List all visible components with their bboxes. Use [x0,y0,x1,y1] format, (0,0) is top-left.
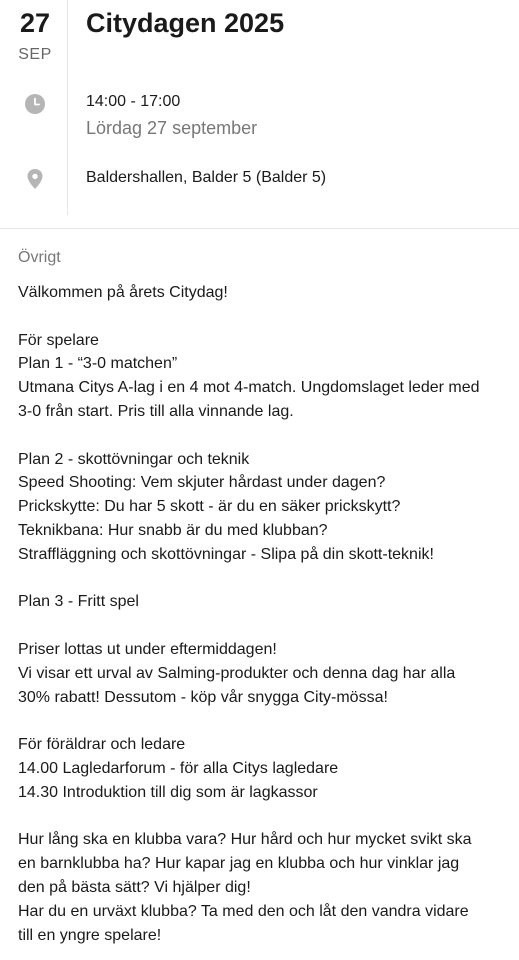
event-location[interactable]: Baldershallen, Balder 5 (Balder 5) [86,169,327,186]
description-line: en barnklubba ha? Hur kapar jag en klubba och hur vinklar jag [18,855,460,873]
event-title: Citydagen 2025 [86,8,285,38]
description-line: Plan 1 - “3-0 matchen” [18,355,178,373]
description-line: Välkommen på årets Citydag! [18,284,228,301]
description-line: 14.30 Introduktion till dig som är lagkassor [18,783,318,801]
event-header [0,0,519,229]
description-line: För föräldrar och ledare [18,736,186,754]
description-line: Prickskytte: Du har 5 skott - är du en säker prickskytt? [18,498,401,516]
description-blank-line [18,709,513,733]
event-day: 27 [19,8,51,38]
event-time-range: 14:00 - 17:00 [86,93,181,110]
description-line: Utmana Citys A-lag i en 4 mot 4-match. Ungdomslaget leder med [18,379,480,397]
description-line: 30% rabatt! Dessutom - köp vår snygga City-mössa! [18,688,388,706]
clock-icon [25,94,45,114]
event-date-full: Lördag 27 september [86,118,258,138]
description-blank-line [18,614,513,638]
description-blank-line [18,305,513,329]
description-line: Hur lång ska en klubba vara? Hur hård och hur mycket svikt ska [18,831,472,849]
description-line: Har du en urväxt klubba? Ta med den och låt den vandra vidare [18,902,469,920]
description-line: Vi visar ett urval av Salming-produkter och denna dag har alla [18,664,456,682]
description-line: 3-0 från start. Pris till alla vinnande lag. [18,402,294,420]
description-line: Plan 2 - skottövningar och teknik [18,450,250,468]
description-line: Straffläggning och skottövningar - Slipa på din skott-teknik! [18,545,434,563]
description-line: Priser lottas ut under eftermiddagen! [18,640,277,658]
description-line: Plan 3 - Fritt spel [18,593,139,611]
description-line: För spelare [18,331,99,349]
description-blank-line [18,567,513,591]
description-line: 14.00 Lagledarforum - för alla Citys lagledare [18,759,339,777]
section-label-other: Övrigt [18,249,61,266]
description-line: till en yngre spelare! [18,926,162,944]
date-column [0,0,68,215]
description-line: den på bästa sätt? Vi hjälper dig! [18,878,251,896]
description-line: Teknikbana: Hur snabb är du med klubban? [18,521,328,539]
description-line: Speed Shooting: Vem skjuter hårdast under dagen? [18,474,386,492]
event-month: SEP [18,46,52,63]
event-description [18,281,513,947]
description-blank-line [18,805,513,829]
map-pin-icon [25,169,45,189]
description-blank-line [18,424,513,448]
